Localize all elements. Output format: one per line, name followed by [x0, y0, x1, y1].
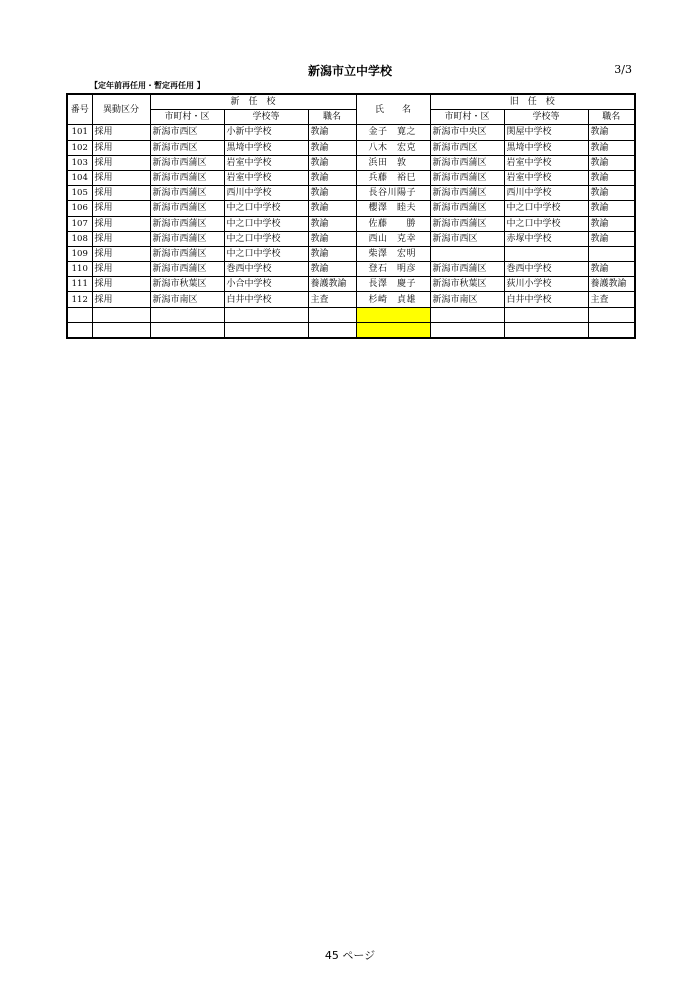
- blank-cell: [150, 307, 224, 322]
- cell-new-school: 中之口中学校: [224, 246, 308, 261]
- cell-old-city: [430, 246, 504, 261]
- cell-new-city: 新潟市西蒲区: [150, 155, 224, 170]
- blank-cell: [224, 322, 308, 338]
- cell-name: 西山 克幸: [356, 231, 430, 246]
- cell-new-title: 教諭: [308, 262, 356, 277]
- cell-new-city: 新潟市西蒲区: [150, 201, 224, 216]
- cell-new-city: 新潟市西蒲区: [150, 231, 224, 246]
- header-no: 番号: [67, 94, 92, 125]
- section-subtitle: 【定年前再任用・暫定再任用 】: [90, 81, 205, 90]
- cell-name: 兵藤 裕巳: [356, 170, 430, 185]
- page-footer: 45 ページ: [324, 949, 376, 962]
- cell-no: 106: [67, 201, 92, 216]
- blank-cell: [67, 322, 92, 338]
- cell-no: 102: [67, 140, 92, 155]
- cell-old-title: 教諭: [588, 231, 635, 246]
- table-row: [67, 216, 635, 231]
- header-new-school: 学校等: [224, 110, 308, 125]
- personnel-table: [66, 93, 636, 339]
- blank-cell: [67, 307, 92, 322]
- cell-no: 101: [67, 125, 92, 140]
- cell-new-school: 巻西中学校: [224, 262, 308, 277]
- page-fraction: 3/3: [614, 63, 632, 76]
- cell-old-title: 教諭: [588, 125, 635, 140]
- cell-new-school: 小新中学校: [224, 125, 308, 140]
- cell-old-city: 新潟市中央区: [430, 125, 504, 140]
- cell-new-school: 岩室中学校: [224, 155, 308, 170]
- cell-old-school: 岩室中学校: [504, 155, 588, 170]
- cell-old-city: 新潟市西蒲区: [430, 155, 504, 170]
- cell-new-school: 黒埼中学校: [224, 140, 308, 155]
- header-new-school-group: 新 任 校: [150, 94, 356, 110]
- cell-old-city: 新潟市秋葉区: [430, 277, 504, 292]
- table-row: [67, 140, 635, 155]
- table-row: [67, 246, 635, 261]
- table-row: [67, 262, 635, 277]
- cell-old-school: 荻川小学校: [504, 277, 588, 292]
- cell-new-title: 教諭: [308, 155, 356, 170]
- cell-new-school: 中之口中学校: [224, 216, 308, 231]
- cell-name: 浜田 敦: [356, 155, 430, 170]
- cell-name: 杉崎 貞雄: [356, 292, 430, 307]
- cell-type: 採用: [92, 201, 150, 216]
- blank-name-cell-highlighted: [356, 307, 430, 322]
- cell-new-title: 教諭: [308, 231, 356, 246]
- cell-name: 櫻澤 睦夫: [356, 201, 430, 216]
- header-new-title: 職名: [308, 110, 356, 125]
- cell-old-city: 新潟市西蒲区: [430, 186, 504, 201]
- cell-old-school: 白井中学校: [504, 292, 588, 307]
- cell-old-title: [588, 246, 635, 261]
- cell-no: 110: [67, 262, 92, 277]
- cell-old-city: 新潟市西蒲区: [430, 262, 504, 277]
- cell-new-title: 教諭: [308, 216, 356, 231]
- cell-type: 採用: [92, 246, 150, 261]
- cell-new-city: 新潟市西区: [150, 125, 224, 140]
- cell-type: 採用: [92, 277, 150, 292]
- cell-name: 八木 宏克: [356, 140, 430, 155]
- blank-cell: [308, 322, 356, 338]
- cell-new-school: 中之口中学校: [224, 231, 308, 246]
- cell-name: 長谷川陽子: [356, 186, 430, 201]
- blank-cell: [308, 307, 356, 322]
- cell-old-school: 中之口中学校: [504, 201, 588, 216]
- cell-name: 金子 寛之: [356, 125, 430, 140]
- cell-new-city: 新潟市西蒲区: [150, 170, 224, 185]
- cell-new-school: 岩室中学校: [224, 170, 308, 185]
- cell-type: 採用: [92, 262, 150, 277]
- cell-old-title: 教諭: [588, 186, 635, 201]
- header-old-school-group: 旧 任 校: [430, 94, 635, 110]
- cell-new-title: 教諭: [308, 140, 356, 155]
- table-body: [67, 125, 635, 338]
- cell-old-school: 岩室中学校: [504, 170, 588, 185]
- cell-new-city: 新潟市南区: [150, 292, 224, 307]
- cell-old-school: 黒埼中学校: [504, 140, 588, 155]
- table-row: [67, 125, 635, 140]
- cell-type: 採用: [92, 186, 150, 201]
- cell-name: 柴澤 宏明: [356, 246, 430, 261]
- table-row: [67, 170, 635, 185]
- cell-name: 佐藤 勝: [356, 216, 430, 231]
- cell-old-city: 新潟市南区: [430, 292, 504, 307]
- cell-type: 採用: [92, 216, 150, 231]
- cell-old-title: 教諭: [588, 216, 635, 231]
- cell-old-school: 巻西中学校: [504, 262, 588, 277]
- table-row: [67, 292, 635, 307]
- cell-new-city: 新潟市西区: [150, 140, 224, 155]
- cell-new-city: 新潟市秋葉区: [150, 277, 224, 292]
- cell-no: 109: [67, 246, 92, 261]
- cell-old-title: 教諭: [588, 201, 635, 216]
- cell-no: 103: [67, 155, 92, 170]
- cell-old-city: 新潟市西蒲区: [430, 216, 504, 231]
- cell-new-title: 教諭: [308, 246, 356, 261]
- header-old-school: 学校等: [504, 110, 588, 125]
- cell-no: 111: [67, 277, 92, 292]
- table-row: [67, 155, 635, 170]
- table-row: [67, 186, 635, 201]
- cell-old-title: 養護教諭: [588, 277, 635, 292]
- page-title: 新潟市立中学校: [307, 64, 392, 78]
- cell-new-title: 教諭: [308, 125, 356, 140]
- header-new-city: 市町村・区: [150, 110, 224, 125]
- cell-new-school: 中之口中学校: [224, 201, 308, 216]
- cell-old-title: 教諭: [588, 262, 635, 277]
- blank-cell: [588, 322, 635, 338]
- cell-new-city: 新潟市西蒲区: [150, 246, 224, 261]
- cell-name: 長澤 慶子: [356, 277, 430, 292]
- cell-old-school: 赤塚中学校: [504, 231, 588, 246]
- header-name: 氏 名: [356, 94, 430, 125]
- cell-old-school: 中之口中学校: [504, 216, 588, 231]
- cell-type: 採用: [92, 170, 150, 185]
- blank-cell: [588, 307, 635, 322]
- cell-old-title: 教諭: [588, 170, 635, 185]
- table-row: [67, 201, 635, 216]
- table-header: [67, 94, 635, 125]
- blank-cell: [92, 307, 150, 322]
- cell-new-title: 教諭: [308, 186, 356, 201]
- cell-new-city: 新潟市西蒲区: [150, 262, 224, 277]
- cell-no: 104: [67, 170, 92, 185]
- cell-type: 採用: [92, 231, 150, 246]
- cell-type: 採用: [92, 292, 150, 307]
- blank-cell: [150, 322, 224, 338]
- blank-cell: [504, 307, 588, 322]
- cell-no: 107: [67, 216, 92, 231]
- blank-cell: [430, 307, 504, 322]
- cell-new-school: 西川中学校: [224, 186, 308, 201]
- blank-row: [67, 322, 635, 338]
- table-row: [67, 277, 635, 292]
- cell-old-title: 教諭: [588, 140, 635, 155]
- header-old-title: 職名: [588, 110, 635, 125]
- cell-old-school: 関屋中学校: [504, 125, 588, 140]
- cell-new-school: 小合中学校: [224, 277, 308, 292]
- cell-old-school: [504, 246, 588, 261]
- cell-type: 採用: [92, 125, 150, 140]
- blank-row: [67, 307, 635, 322]
- header-type: 異動区分: [92, 94, 150, 125]
- cell-new-title: 養護教諭: [308, 277, 356, 292]
- cell-type: 採用: [92, 155, 150, 170]
- blank-cell: [504, 322, 588, 338]
- header-old-city: 市町村・区: [430, 110, 504, 125]
- cell-new-city: 新潟市西蒲区: [150, 186, 224, 201]
- cell-new-title: 教諭: [308, 170, 356, 185]
- blank-name-cell-highlighted: [356, 322, 430, 338]
- table-row: [67, 231, 635, 246]
- cell-old-city: 新潟市西区: [430, 140, 504, 155]
- cell-old-city: 新潟市西蒲区: [430, 170, 504, 185]
- cell-type: 採用: [92, 140, 150, 155]
- cell-no: 105: [67, 186, 92, 201]
- cell-no: 112: [67, 292, 92, 307]
- cell-old-title: 教諭: [588, 155, 635, 170]
- blank-cell: [224, 307, 308, 322]
- cell-no: 108: [67, 231, 92, 246]
- cell-new-school: 白井中学校: [224, 292, 308, 307]
- cell-name: 登石 明彦: [356, 262, 430, 277]
- cell-old-city: 新潟市西区: [430, 231, 504, 246]
- cell-old-school: 西川中学校: [504, 186, 588, 201]
- cell-old-city: 新潟市西蒲区: [430, 201, 504, 216]
- cell-old-title: 主査: [588, 292, 635, 307]
- cell-new-city: 新潟市西蒲区: [150, 216, 224, 231]
- blank-cell: [92, 322, 150, 338]
- cell-new-title: 教諭: [308, 201, 356, 216]
- blank-cell: [430, 322, 504, 338]
- cell-new-title: 主査: [308, 292, 356, 307]
